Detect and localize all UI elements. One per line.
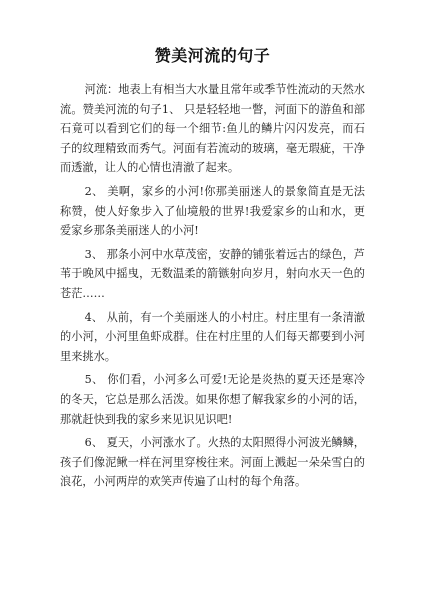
paragraph-2: 2、 美啊，家乡的小河!你那美丽迷人的景象简直是无法称赞，使人好象步入了仙境般的世界!我爱家乡的山和水，更爱家乡那条美丽迷人的小河! bbox=[60, 184, 365, 238]
paragraph-intro: 河流：地表上有相当大水量且常年或季节性流动的天然水流。赞美河流的句子1、 只是轻轻地一瞥，河面下的游鱼和部石竟可以看到它们的每一个细节:鱼儿的鳞片闪闪发亮，而石子的纹理精致而秀气。河面有若流动的玻璃，毫无瑕疵，干净而透澈，让人的心情也清澈了起来。 bbox=[60, 83, 365, 175]
paragraph-5: 5、 你们看，小河多么可爱!无论是炎热的夏天还是寒冷的冬天，它总是那么活泼。如果你想了解我家乡的小河的话，那就赶快到我的家乡来见识见识吧! bbox=[60, 373, 365, 426]
document-title: 赞美河流的句子 bbox=[154, 46, 271, 65]
paragraph-3: 3、 那条小河中水草茂密，安静的铺张着远古的绿色，芦苇于晚风中摇曳，无数温柔的箭镞射向岁月，射向水天一色的苍茫…… bbox=[60, 247, 365, 300]
paragraph-4: 4、 从前，有一个美丽迷人的小村庄。村庄里有一条清澈的小河，小河里鱼虾成群。住在村庄里的人们每天都要到小河里来挑水。 bbox=[60, 310, 365, 363]
paragraph-6: 6、 夏天，小河涨水了。火热的太阳照得小河波光鳞鳞，孩子们像泥鳅一样在河里穿梭往来。河面上溅起一朵朵雪白的浪花，小河两岸的欢笑声传遍了山村的每个角落。 bbox=[60, 436, 365, 489]
